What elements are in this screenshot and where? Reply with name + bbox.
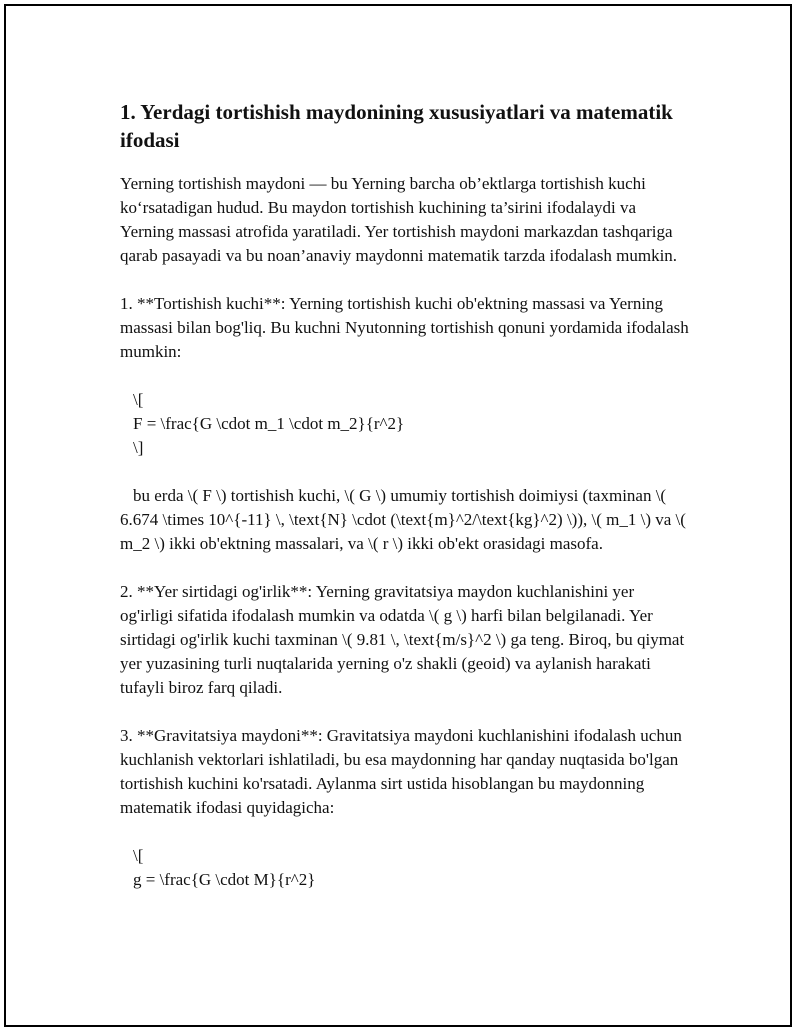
- explanation-1-paragraph: bu erda \( F \) tortishish kuchi, \( G \) umumiy tortishish doimiysi (taxminan \( 6.674 \times 10^{-11} \, \text{N} \cdot (\text{m}^2/\text{kg}^2) \)), \( m_1 \) va \( m_2 \) ikki ob'ektning massalari, va \( r \) ikki ob'ekt orasidagi masofa.: [120, 486, 686, 553]
- item-1-paragraph: 1. **Tortishish kuchi**: Yerning tortishish kuchi ob'ektning massasi va Yerning massasi bilan bog'liq. Bu kuchni Nyutonning tortishish qonuni yordamida ifodalash mumkin:: [120, 294, 689, 361]
- document-content: [120, 98, 690, 892]
- formula-2-expression: g = \frac{G \cdot M}{r^2}: [133, 870, 316, 889]
- formula-1-expression: F = \frac{G \cdot m_1 \cdot m_2}{r^2}: [133, 414, 405, 433]
- formula-2-open: \[: [133, 846, 144, 865]
- formula-1-open: \[: [133, 390, 144, 409]
- section-heading: 1. Yerdagi tortishish maydonining xususiyatlari va matematik ifodasi: [120, 100, 673, 152]
- intro-paragraph: Yerning tortishish maydoni — bu Yerning barcha ob’ektlarga tortishish kuchi ko‘rsatadigan hudud. Bu maydon tortishish kuchining ta’sirini ifodalaydi va Yerning massasi atrofida yaratiladi. Yer tortishish maydoni markazdan tashqariga qarab pasayadi va bu noan’anaviy maydonni matematik tarzda ifodalash mumkin.: [120, 174, 678, 265]
- document-page: [4, 4, 792, 1027]
- item-3-paragraph: 3. **Gravitatsiya maydoni**: Gravitatsiya maydoni kuchlanishini ifodalash uchun kuchlanish vektorlari ishlatiladi, bu esa maydonning har qanday nuqtasida bo'lgan tortishish kuchini ko'rsatadi. Aylanma sirt ustida hisoblangan bu maydonning matematik ifodasi quyidagicha:: [120, 726, 682, 817]
- item-2-paragraph: 2. **Yer sirtidagi og'irlik**: Yerning gravitatsiya maydon kuchlanishini yer og'irligi sifatida ifodalash mumkin va odatda \( g \) harfi bilan belgilanadi. Yer sirtidagi og'irlik kuchi taxminan \( 9.81 \, \text{m/s}^2 \) ga teng. Biroq, bu qiymat yer yuzasining turli nuqtalarida yerning o'z shakli (geoid) va aylanish harakati tufayli biroz farq qiladi.: [120, 582, 685, 697]
- formula-1-close: \]: [133, 438, 144, 457]
